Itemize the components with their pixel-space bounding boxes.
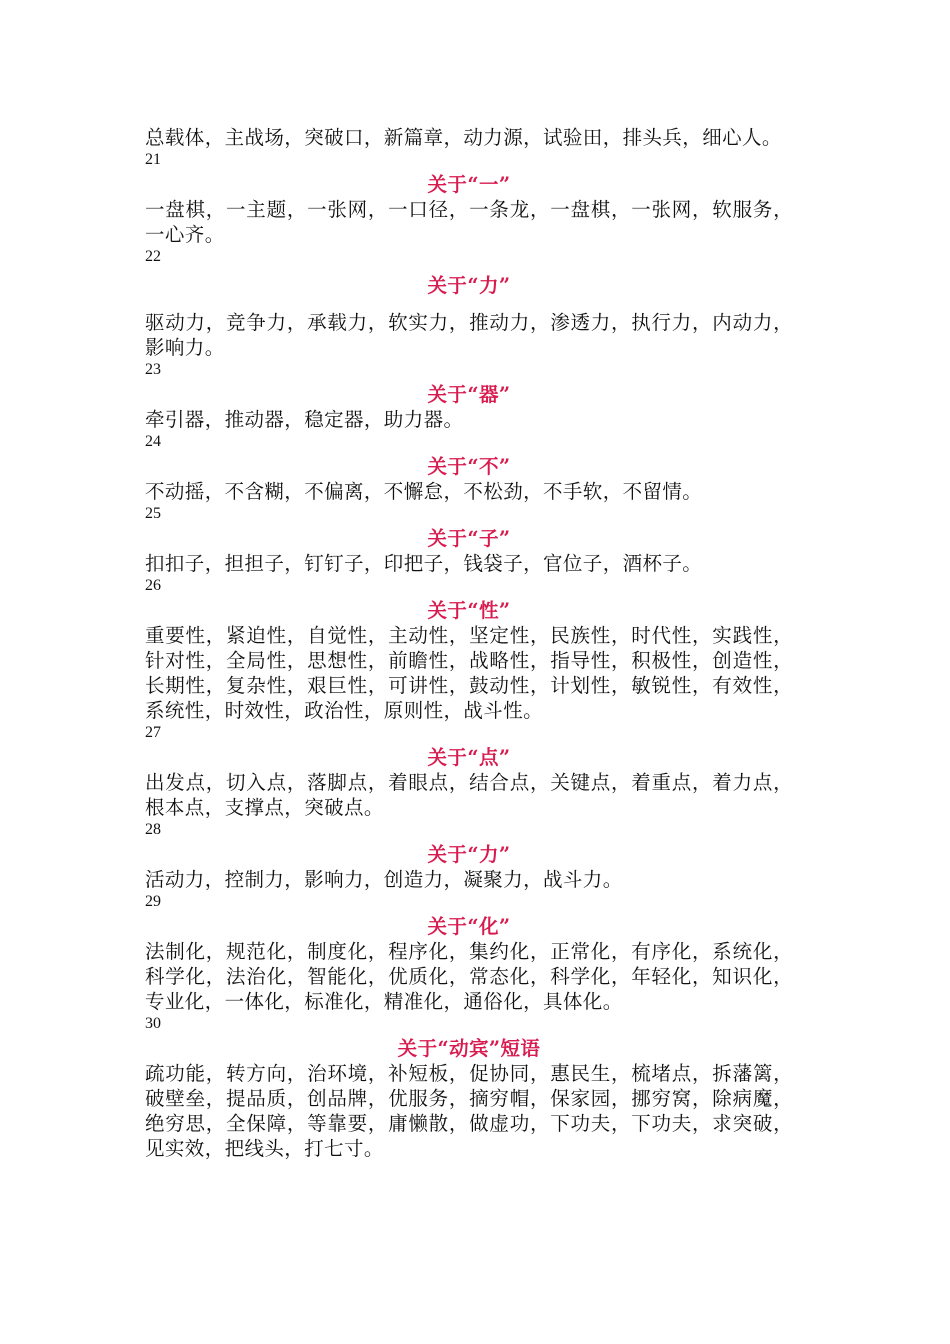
item-number-29: 29 [145,893,161,910]
paragraph-hua: 法制化，规范化，制度化，程序化，集约化，正常化，有序化，系统化，科学化，法治化，智能化，优质化，常态化，科学化，年轻化，知识化，专业化，一体化，标准化，精准化，通俗化，具体化。 [145,940,793,1013]
item-number-22: 22 [145,248,161,265]
paragraph-li: 驱动力，竞争力，承载力，软实力，推动力，渗透力，执行力，内动力，影响力。 [145,311,793,359]
paragraph-yi: 一盘棋，一主题，一张网，一口径，一条龙，一盘棋，一张网，软服务，一心齐。 [145,198,793,246]
paragraph-dian: 出发点，切入点，落脚点，着眼点，结合点，关键点，着重点，着力点，根本点，支撑点，突破点。 [145,771,793,819]
heading-zi: 关于“子” [427,527,511,550]
paragraph-qi: 牵引器，推动器，稳定器，助力器。 [145,408,464,431]
heading-dongbin: 关于“动宾”短语 [397,1037,541,1060]
heading-dian: 关于“点” [427,746,511,769]
item-number-23: 23 [145,361,161,378]
paragraph-continued: 总载体，主战场，突破口，新篇章，动力源，试验田，排头兵，细心人。 [145,126,782,149]
heading-li-2: 关于“力” [427,843,511,866]
item-number-25: 25 [145,505,161,522]
heading-bu: 关于“不” [427,455,511,478]
paragraph-li-2: 活动力，控制力，影响力，创造力，凝聚力，战斗力。 [145,868,623,891]
item-number-24: 24 [145,433,161,450]
heading-li: 关于“力” [427,274,511,297]
paragraph-dongbin: 疏功能，转方向，治环境，补短板，促协同，惠民生，梳堵点，拆藩篱，破壁垒，提品质，创品牌，优服务，摘穷帽，保家园，挪穷窝，除病魔，绝穷思，全保障，等靠要，庸懒散，做虚功，下功夫，下功夫，求突破，见实效，把线头，打七寸。 [145,1062,793,1160]
heading-qi: 关于“器” [427,383,511,406]
item-number-28: 28 [145,821,161,838]
paragraph-xing: 重要性，紧迫性，自觉性，主动性，坚定性，民族性，时代性，实践性，针对性，全局性，思想性，前瞻性，战略性，指导性，积极性，创造性，长期性，复杂性，艰巨性，可讲性，鼓动性，计划性，敏锐性，有效性，系统性，时效性，政治性，原则性，战斗性。 [145,624,793,722]
heading-hua: 关于“化” [427,915,511,938]
paragraph-zi: 扣扣子，担担子，钉钉子，印把子，钱袋子，官位子，酒杯子。 [145,552,703,575]
item-number-21: 21 [145,151,161,168]
document-page [145,125,793,1161]
heading-xing: 关于“性” [427,599,511,622]
paragraph-bu: 不动摇，不含糊，不偏离，不懈怠，不松劲，不手软，不留情。 [145,480,703,503]
item-number-27: 27 [145,724,161,741]
item-number-26: 26 [145,577,161,594]
heading-yi: 关于“一” [427,173,511,196]
item-number-30: 30 [145,1015,161,1032]
